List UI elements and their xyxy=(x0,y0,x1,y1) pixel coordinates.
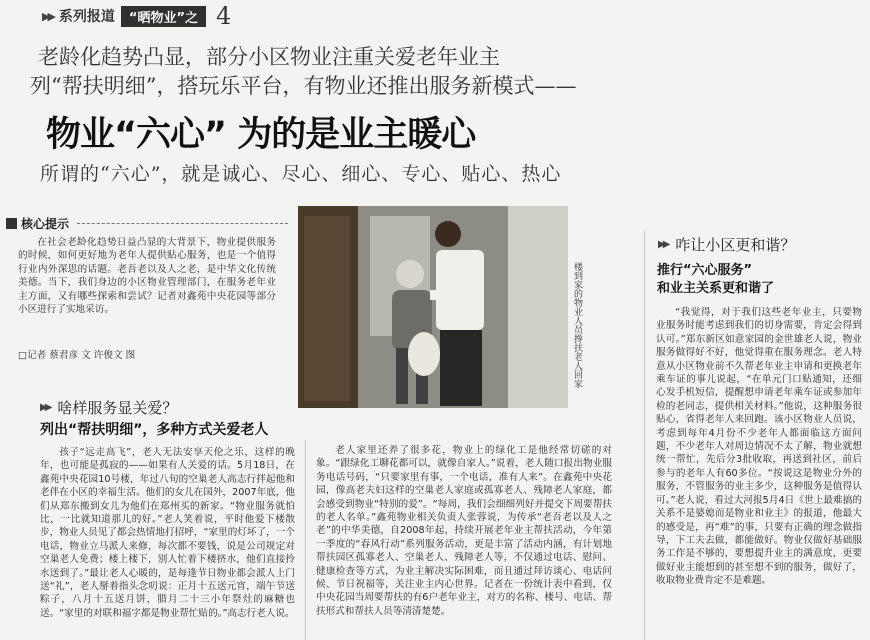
column-3-text: “我觉得，对于我们这些老年业主，只要物业服务时能考虑到我们的切身需要，肯定会得到认可。”郑东新区如意家园的金世雄老人说，物业服务做得好不好，他觉得重在服务理念。老人特意从小区物业前不久帮老年业主申请和更换老年乘车证的事儿说起，“在单元门口贴通知，还细心发手机短信，提醒想申请老年乘车证或参加年检的老同志，提供相关材料。”他说，这种服务很贴心，省得老年人来回跑。该小区物业人员说，考虑到每年4月份不少老年人都面临这方面问题，不少老年人对周边情况不太了解，物业就想统一帮忙，先后分3批收取，再送到社区，前后参与的老年人有60多位。“按说这是物业分外的服务，不管服务的业主多少，这种服务是值得认可。”老人说，看过大河报5月4日《世上最难搞的关系不是婆媳而是物业和业主》的报道，他最大的感受是，再“难”的事，只要有正确的理念做指导，下工夫去做，都能做好。物业仅做好基础服务工作是不够的，要想提升业主的满意度，更要做好业主能想到的甚至想不到的服务，做好了，收取物业费肯定不是难题。 xyxy=(656,307,862,587)
square-bullet-icon xyxy=(6,218,17,229)
column-2-text: 老人家里还养了很多花，物业上的绿化工是他经常切磋的对象。“跟绿化工聊花都可以，就像自家人。”说着，老人随口报出物业服务电话号码，“只要家里有事，一个电话，准有人来”。在鑫苑中央花园，像高老夫妇这样的空巢老人家庭或孤寡老人、残障老人家庭，都会感受到物业“特别的爱”。“每周，我们会细细列好并提交下周要帮扶的老人名单。”鑫苑物业相关负责人张蓉说，为传承“老吾老以及人之老”的中华美德，自2008年起，持续开展老年业主帮扶活动，今年第一季度的“春风行动”系列服务活动，更是丰富了活动内涵，有计划地帮扶园区孤寡老人、空巢老人、残障老人等，不仅通过电话、慰问、健康检查等方式，为业主解决实际困难，而且通过拜访谈心、电话问候、节日祝福等，关注业主内心世界。记者在一份统计表中看到，仅中央花园当周要帮扶的有6户老年业主，对方的名称、楼号、电话、帮扶形式和帮扶人员等清清楚楚。 xyxy=(316,445,612,617)
photo-caption: 楼到家的物业人员搀扶老人回家 xyxy=(572,262,582,388)
keypoints-header xyxy=(6,213,288,233)
photo-illustration xyxy=(298,206,568,408)
keypoints-label: 核心提示 xyxy=(21,216,70,231)
series-label: 系列报道 xyxy=(58,9,115,25)
double-arrow-icon: ▶▶ xyxy=(40,402,50,413)
series-number: 4 xyxy=(216,2,232,30)
byline: □记者 蔡君彦 文 许俊文 图 xyxy=(18,350,136,361)
subhead: 所谓的“六心”，就是诚心、尽心、细心、专心、贴心、热心 xyxy=(40,163,562,185)
section2-title xyxy=(40,397,177,418)
section2-subtitle: 列出“帮扶明细”，多种方式关爱老人 xyxy=(40,422,269,438)
column-1-text: 孩子“远走高飞”，老人无法安享天伦之乐，这样的晚年，也可能是孤寂的——如果有人关爱的话。5月18日，在鑫苑中央花园10号楼，年过八旬的空巢老人高志行拌起他和老伴在小区的幸福生活。他们的女儿在国外，2007年底，他们从郑东搬到女儿为他们在郑州买的新家。“物业服务就怕比，一比就知道那儿的好。”老人笑着说，平时他爱下楼散步，物业人员见了都会热情地打招呼，“家里的灯坏了，一个电话，物业立马派人来修，每次都不要钱，说是公司规定对空巢老人免费；楼上楼下，别人忙着下楼挤水，他们直接拎水送到了。”最让老人心暖的，是每逢节日物业都会派人上门送“礼”，老人掰着指头念叨说：正月十五送元宵，端午节送粽子，八月十五送月饼，腊月二十三小年祭灶的麻糖也送。“家里的对联和福字都是物业帮忙贴的。”高志行老人说。 xyxy=(40,447,295,619)
dashed-divider xyxy=(77,223,288,224)
double-arrow-icon: ▶▶ xyxy=(658,239,668,250)
section3-subtitle-line1: 推行“六心服务” xyxy=(657,263,753,278)
section3-title xyxy=(658,234,795,255)
column-divider xyxy=(305,440,306,640)
news-photo xyxy=(298,206,568,408)
kicker-line-2: 列“帮扶明细”，搭玩乐平台，有物业还推出服务新模式—— xyxy=(30,74,577,98)
double-arrow-icon: ▶▶ xyxy=(42,9,53,23)
series-badge: “晒物业”之 xyxy=(121,6,206,27)
keypoints-text: 在社会老龄化趋势日益凸显的大背景下，物业提供服务的时候，如何更好地为老年人提供贴心服务，也是一个值得行业内外深思的话题。老吾老以及人之老，是中华文化传统美德。当下，我们身边的小区物业管理部门，在服务老年业主方面，又有哪些探索和尝试？记者对鑫苑中央花园等部分小区进行了实地采访。 xyxy=(18,237,276,316)
section2-title-text: 啥样服务显关爱？ xyxy=(57,399,178,417)
section3-subtitle xyxy=(657,262,774,298)
column-divider xyxy=(644,230,645,640)
headline: 物业“六心” 为的是业主暖心 xyxy=(46,115,476,155)
section3-subtitle-line2: 和业主关系更和谐了 xyxy=(657,281,775,296)
section3-title-text: 咋让小区更和谐？ xyxy=(675,236,796,254)
kicker-line-1: 老龄化趋势凸显，部分小区物业注重关爱老年业主 xyxy=(38,45,500,69)
series-bar xyxy=(42,2,232,30)
